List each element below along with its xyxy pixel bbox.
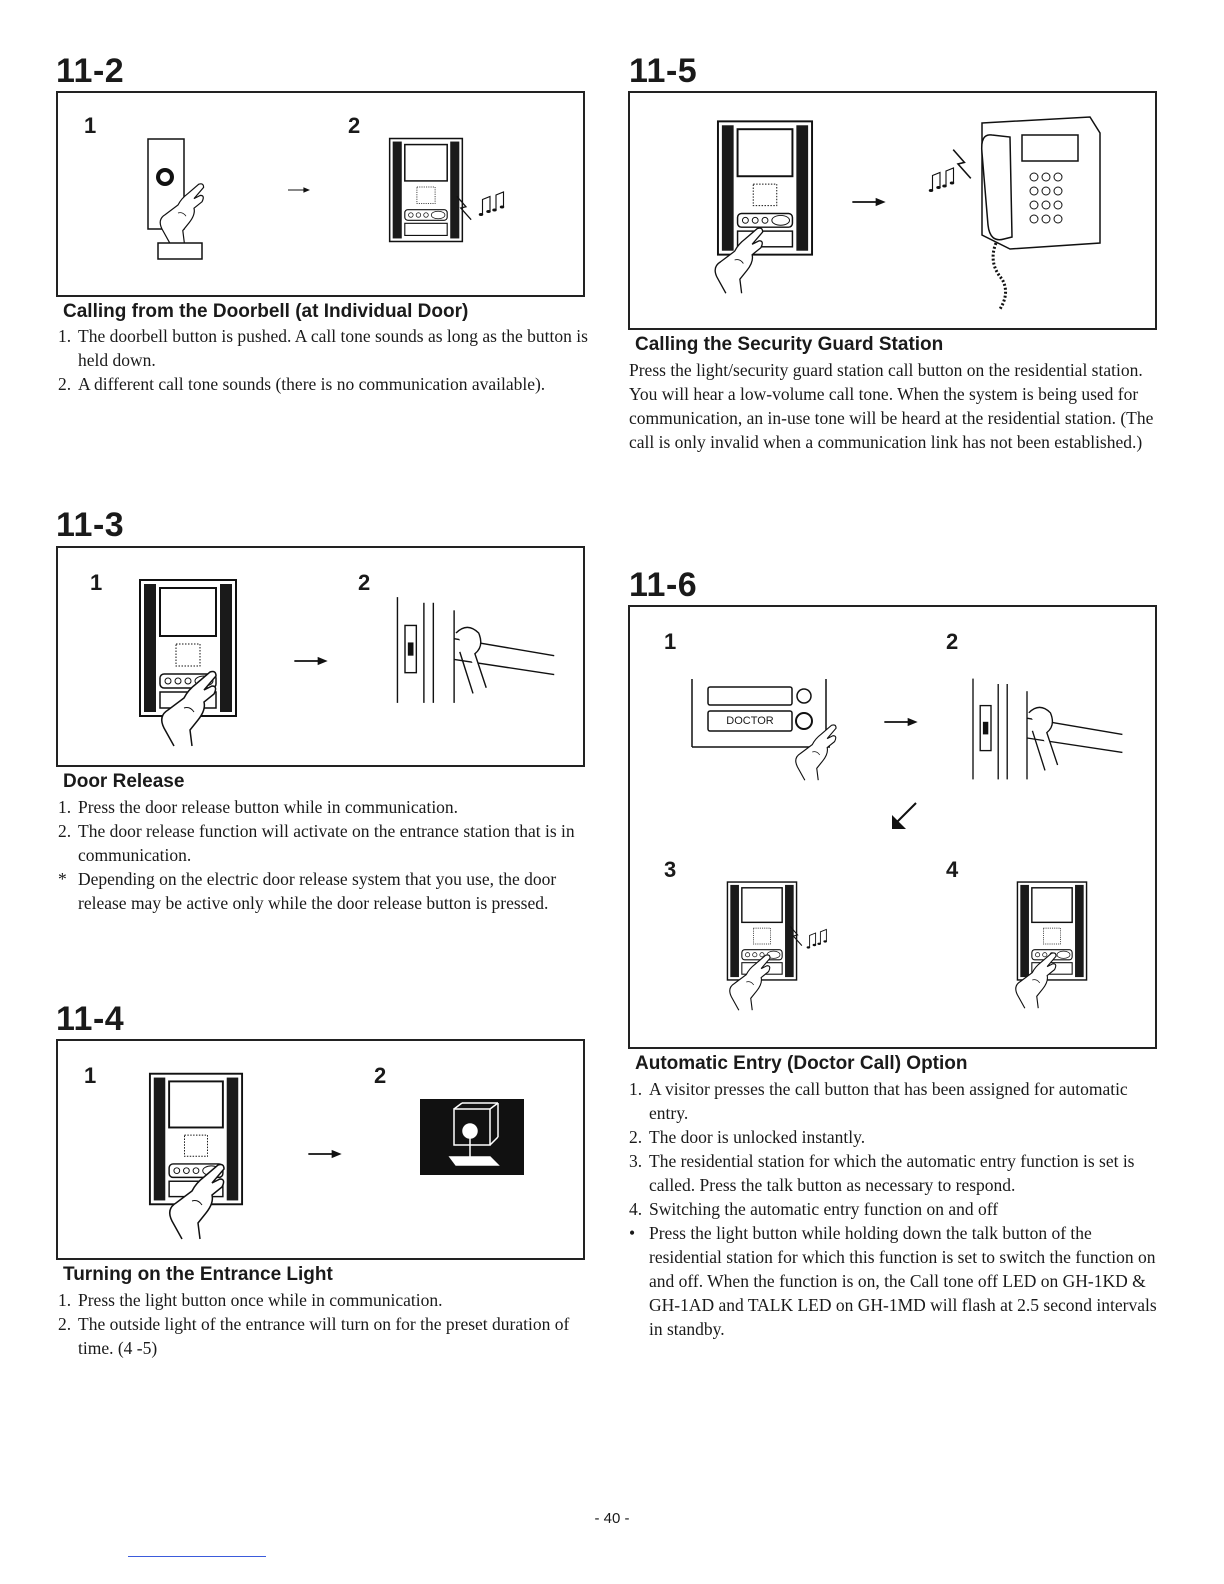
section-number: 11-6 [629,566,698,604]
section-11-4 [56,1002,124,1036]
section-number: 11-2 [56,52,125,90]
step-label: 2 [374,1063,387,1088]
numbered-list [629,1077,1159,1341]
step-label: 1 [84,113,97,138]
step-label: 3 [664,857,677,882]
section-body [58,1288,588,1360]
list-item: 2. The door is unlocked instantly. [629,1127,866,1147]
figure-11-5 [628,91,1157,330]
doctor-call-illustration [630,607,1155,1047]
section-11-2 [56,54,124,88]
section-title: Door Release [63,771,185,792]
list-item: 4. Switching the automatic entry function on and off [629,1199,999,1219]
list-item: 1. Press the light button once while in communication. [58,1290,443,1310]
list-item: 2. The outside light of the entrance will turn on for the preset duration of time. (4 -5) [58,1314,570,1358]
door-release-illustration [58,548,583,765]
figure-11-3 [56,546,585,767]
guard-station-phone [982,117,1100,309]
step-label: 2 [358,570,371,595]
step-label: 1 [84,1063,97,1088]
section-title: Automatic Entry (Doctor Call) Option [635,1053,968,1074]
section-title: Calling from the Doorbell (at Individual Door) [63,301,469,322]
figure-11-6 [628,605,1157,1049]
step-label: 2 [946,629,959,654]
section-title: Calling the Security Guard Station [635,334,944,355]
section-number: 11-4 [56,1000,125,1038]
section-title: Turning on the Entrance Light [63,1264,333,1285]
numbered-list [58,1288,588,1360]
section-number: 11-5 [629,52,698,90]
section-11-6 [629,568,697,602]
bullet-item: • Press the light button while holding down the talk button of the residential station for which this function is set to switch the function on and off. When the function is on, the Call tone off LED on GH-1KD & GH-1AD and TALK LED on GH-1MD will flash at 2.5 second intervals in standby. [629,1223,1157,1339]
section-body [629,1077,1159,1341]
numbered-list [58,324,588,396]
doctor-call-button-label: DOCTOR [726,715,774,727]
section-paragraph: Press the light/security guard station call button on the residential station. You will hear a low-volume call tone. When the system is being used for communication, an in-use tone will be heard at the residential station. (The call is only invalid when a communication link has not been established.) [629,360,1154,452]
list-item: 3. The residential station for which the automatic entry function is set is called. Press the talk button as necessary to respond. [629,1151,1135,1195]
figure-11-2 [56,91,585,297]
list-item: 2. A different call tone sounds (there is no communication available). [58,374,546,394]
section-body [58,324,588,396]
section-number: 11-3 [56,506,125,544]
step-label: 4 [946,857,959,882]
step-label: 1 [664,629,677,654]
list-item: 1. Press the door release button while in communication. [58,797,459,817]
note-item: * Depending on the electric door release system that you use, the door release may be active only while the door release button is pressed. [58,869,557,913]
security-guard-illustration [630,93,1155,328]
list-item: 2. The door release function will activate on the entrance station that is in communication. [58,821,575,865]
step-label: 2 [348,113,361,138]
list-item: 1. The doorbell button is pushed. A call tone sounds as long as the button is held down. [58,326,588,370]
entrance-light-illustration [58,1041,583,1258]
page-number: - 40 - [594,1510,630,1527]
figure-11-4 [56,1039,585,1260]
step-label: 1 [90,570,103,595]
numbered-list [58,795,588,915]
section-11-3 [56,508,124,542]
footer-rule [128,1556,266,1557]
section-body [58,795,588,915]
doorbell-illustration [58,93,583,295]
list-item: 1. A visitor presses the call button that has been assigned for automatic entry. [629,1079,1128,1123]
section-11-5 [629,54,697,88]
